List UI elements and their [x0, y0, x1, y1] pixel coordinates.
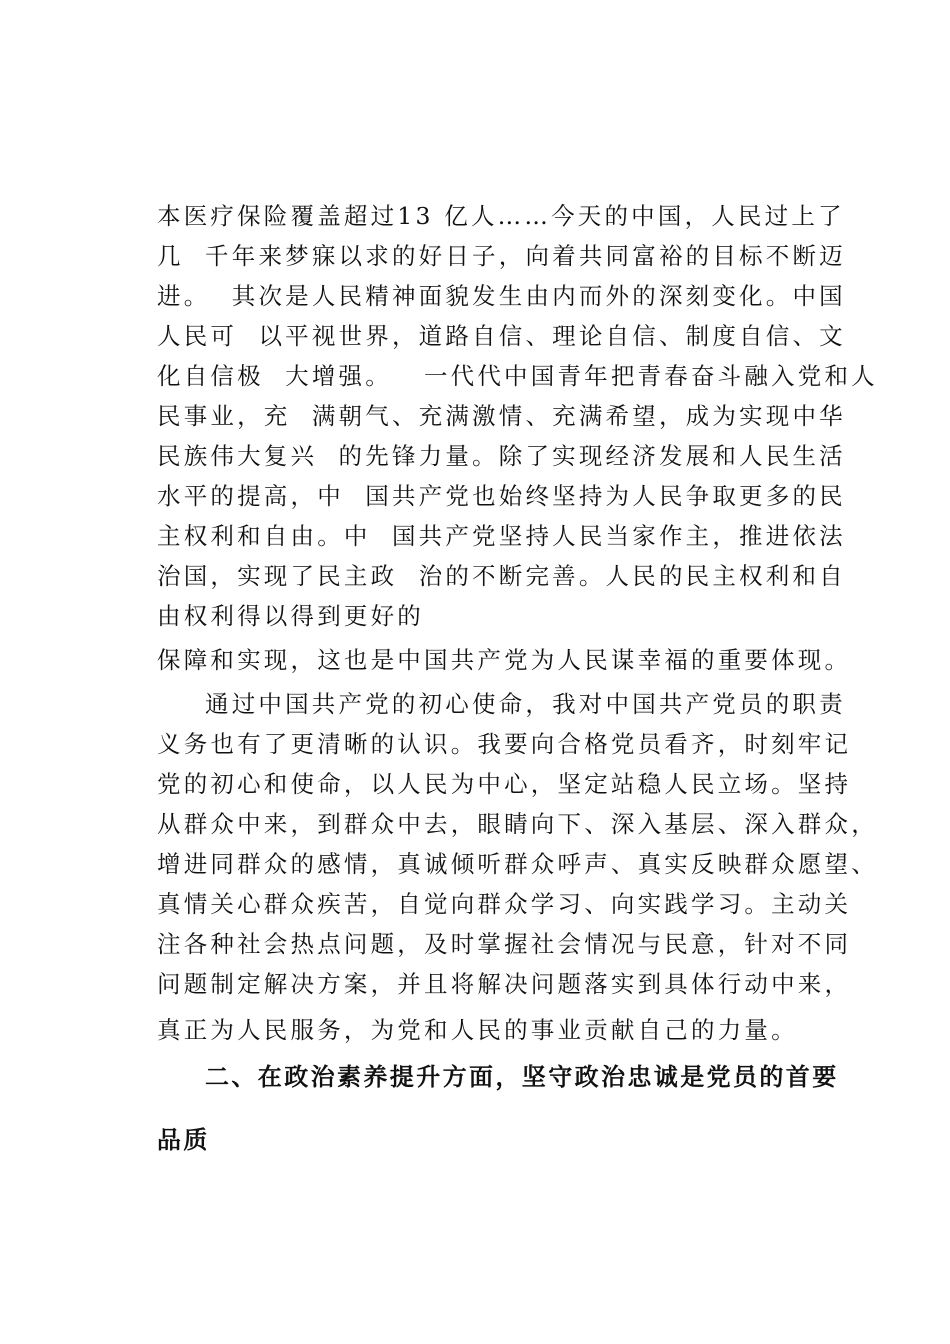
body-text-line: 党的初心和使命，以人民为中心，坚定站稳人民立场。坚持 — [157, 770, 852, 798]
body-text-line: 增进同群众的感情，真诚倾听群众呼声、真实反映群众愿望、 — [157, 850, 878, 878]
body-text-line: 主权利和自由。中 国共产党坚持人民当家作主，推进依法 — [157, 522, 846, 550]
body-text-line: 义务也有了更清晰的认识。我要向合格党员看齐，时刻牢记 — [157, 730, 852, 758]
body-text-line: 真正为人民服务，为党和人民的事业贡献自己的力量。 — [157, 1016, 798, 1044]
body-text-line: 保障和实现，这也是中国共产党为人民谋幸福的重要体现。 — [157, 646, 852, 674]
body-text-line: 本医疗保险覆盖超过13 亿人……今天的中国，人民过上了 — [157, 202, 845, 230]
body-text-line: 水平的提高，中 国共产党也始终坚持为人民争取更多的民 — [157, 482, 846, 510]
body-text-line: 问题制定解决方案，并且将解决问题落实到具体行动中来， — [157, 970, 852, 998]
section-heading: 二、在政治素养提升方面，坚守政治忠诚是党员的首要 — [205, 1063, 839, 1091]
body-text-line: 民事业，充 满朝气、充满激情、充满希望，成为实现中华 — [157, 402, 846, 430]
body-text-line: 人民可 以平视世界，道路自信、理论自信、制度自信、文 — [157, 322, 846, 350]
body-text-line: 进。 其次是人民精神面貌发生由内而外的深刻变化。中国 — [157, 282, 846, 310]
body-text-line: 由权利得以得到更好的 — [157, 602, 424, 630]
body-text-line: 从群众中来，到群众中去，眼睛向下、深入基层、深入群众， — [157, 810, 878, 838]
body-text-line: 几 千年来梦寐以求的好日子，向着共同富裕的目标不断迈 — [157, 242, 846, 270]
body-text-line: 化自信极 大增强。 一代代中国青年把青春奋斗融入党和人 — [157, 362, 878, 390]
body-text-line: 治国，实现了民主政 治的不断完善。人民的民主权利和自 — [157, 562, 846, 590]
section-heading-continued: 品质 — [157, 1126, 210, 1154]
paragraph-first-line: 通过中国共产党的初心使命，我对中国共产党员的职责 — [205, 690, 846, 718]
body-text-line: 民族伟大复兴 的先锋力量。除了实现经济发展和人民生活 — [157, 442, 846, 470]
body-text-line: 注各种社会热点问题，及时掌握社会情况与民意，针对不同 — [157, 930, 852, 958]
body-text-line: 真情关心群众疾苦，自觉向群众学习、向实践学习。主动关 — [157, 890, 852, 918]
